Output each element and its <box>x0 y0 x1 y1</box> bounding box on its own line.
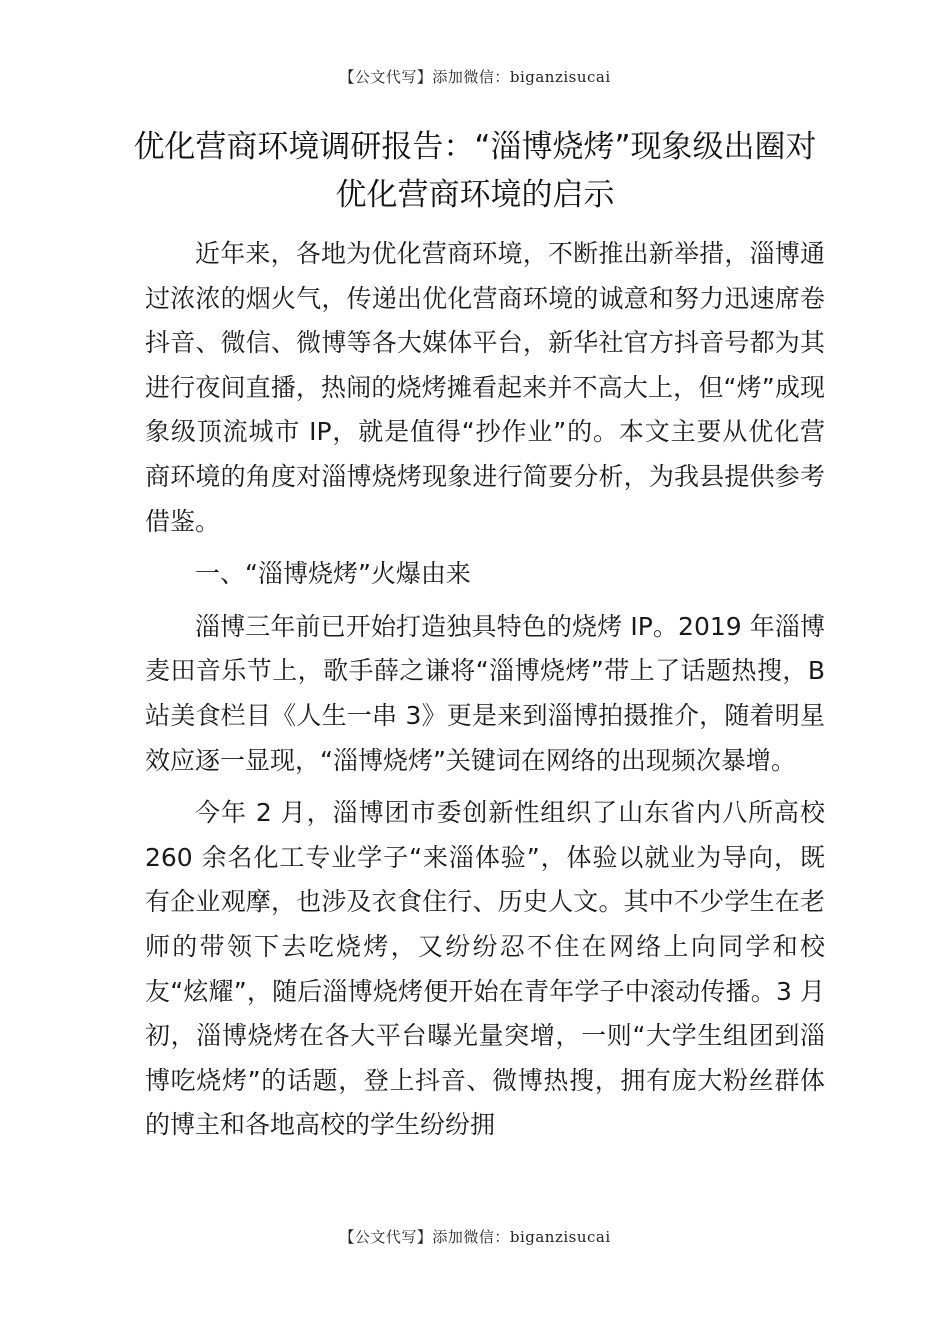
paragraph-february: 今年 2 月，淄博团市委创新性组织了山东省内八所高校 260 余名化工专业学子“来淄体验”，体验以就业为导向，既有企业观摩，也涉及衣食住行、历史人文。其中不少学生在老师的带领下去吃烧烤，又纷纷忍不住在网络上向同学和校友“炫耀”，随后淄博烧烤便开始在青年学子中滚动传播。3 月初，淄博烧烤在各大平台曝光量突增，一则“大学生组团到淄博吃烧烤”的话题，登上抖音、微博热搜，拥有庞大粉丝群体的博主和各地高校的学生纷纷拥 <box>145 798 825 1140</box>
footer-watermark-note: 【公文代写】添加微信：biganzisucai <box>339 1228 611 1246</box>
document-body <box>145 232 825 1148</box>
header-watermark-note: 【公文代写】添加微信：biganzisucai <box>339 68 611 86</box>
paragraph-intro: 近年来，各地为优化营商环境，不断推出新举措，淄博通过浓浓的烟火气，传递出优化营商环境的诚意和努力迅速席卷抖音、微信、微博等各大媒体平台，新华社官方抖音号都为其进行夜间直播，热闹的烧烤摊看起来并不高大上，但“烤”成现象级顶流城市 IP，就是值得“抄作业”的。本文主要从优化营商环境的角度对淄博烧烤现象进行简要分析，为我县提供参考借鉴。 <box>145 239 825 536</box>
section-heading-1: 一、“淄博烧烤”火爆由来 <box>195 559 471 589</box>
document-title: 优化营商环境调研报告：“淄博烧烤”现象级出圈对优化营商环境的启示 <box>133 129 817 213</box>
paragraph-origin: 淄博三年前已开始打造独具特色的烧烤 IP。2019 年淄博麦田音乐节上，歌手薛之谦将“淄博烧烤”带上了话题热搜，B 站美食栏目《人生一串 3》更是来到淄博拍摄推介，随着明星效应逐一显现，“淄博烧烤”关键词在网络的出现频次暴增。 <box>145 611 825 775</box>
